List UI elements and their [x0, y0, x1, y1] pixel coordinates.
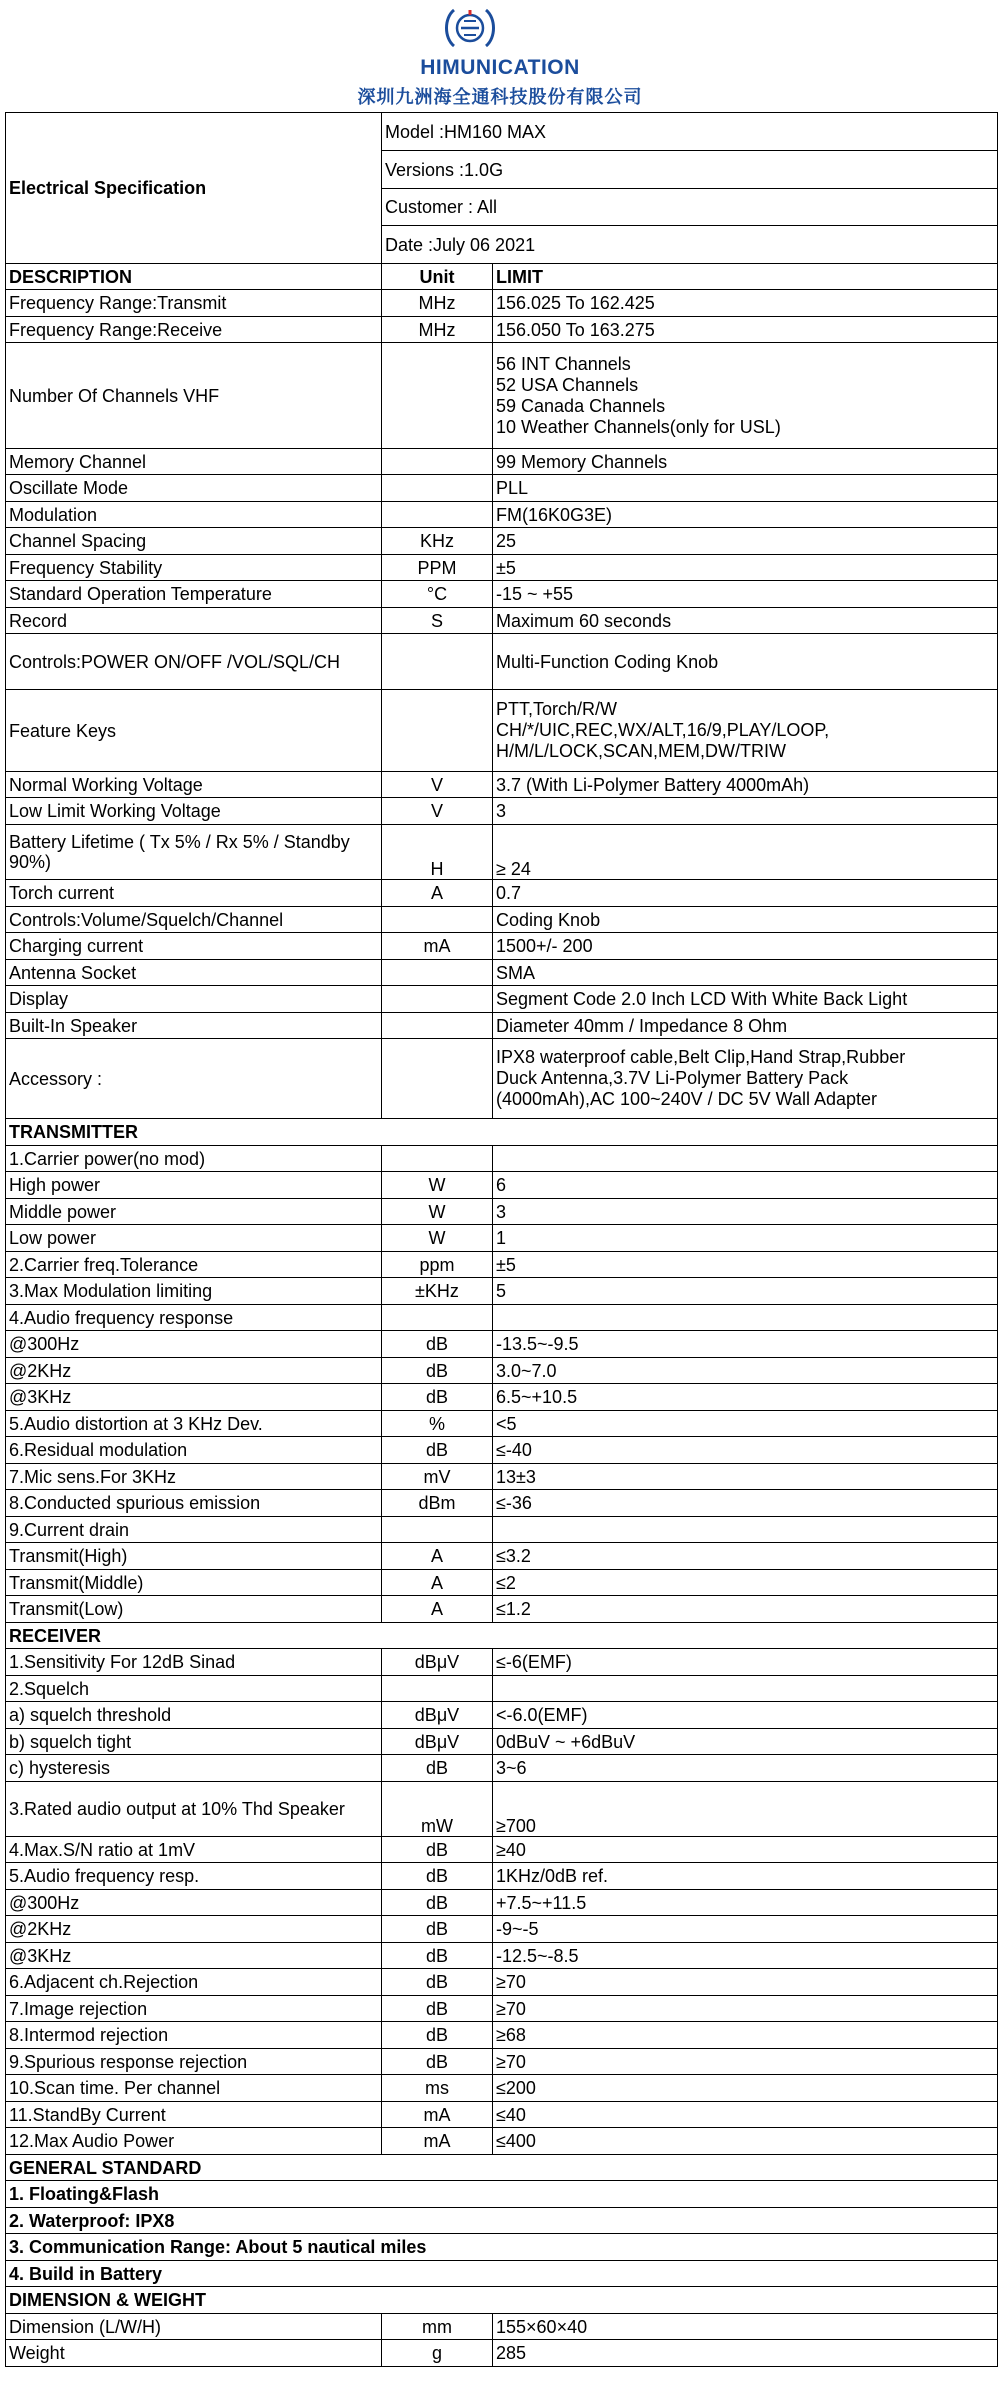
- limit-cell: [493, 1039, 998, 1119]
- versions-field: Versions :1.0G: [382, 151, 998, 189]
- unit-cell: dBμV: [382, 1649, 493, 1676]
- description-cell: Charging current: [6, 933, 382, 960]
- unit-cell: [382, 343, 493, 449]
- table-row: [6, 1702, 998, 1729]
- section-row: [6, 1623, 998, 1649]
- limit-cell: ≤1.2: [493, 1596, 998, 1623]
- description-cell: Weight: [6, 2340, 382, 2367]
- description-cell: Low power: [6, 1225, 382, 1252]
- unit-cell: dBm: [382, 1490, 493, 1517]
- limit-cell: ≤-6(EMF): [493, 1649, 998, 1676]
- limit-cell: -12.5~-8.5: [493, 1943, 998, 1969]
- section-row: [6, 2287, 998, 2314]
- limit-cell: 156.050 To 163.275: [493, 317, 998, 343]
- description-cell: Transmit(Middle): [6, 1570, 382, 1596]
- description-cell: @3KHz: [6, 1384, 382, 1411]
- limit-cell: 0dBuV ~ +6dBuV: [493, 1729, 998, 1755]
- document-title: Electrical Specification: [6, 113, 382, 264]
- unit-cell: ppm: [382, 1252, 493, 1278]
- table-row: [6, 2314, 998, 2340]
- description-cell: c) hysteresis: [6, 1755, 382, 1782]
- section-row: [6, 2234, 998, 2261]
- unit-cell: ±KHz: [382, 1278, 493, 1305]
- table-row: [6, 1837, 998, 1863]
- table-row: [6, 1411, 998, 1437]
- limit-cell: Segment Code 2.0 Inch LCD With White Back Light: [493, 986, 998, 1013]
- table-row: [6, 475, 998, 502]
- limit-line: 59 Canada Channels: [496, 395, 666, 416]
- description-cell: Transmit(High): [6, 1543, 382, 1570]
- unit-cell: dB: [382, 1890, 493, 1916]
- table-row: [6, 528, 998, 555]
- table-row: [6, 1490, 998, 1517]
- unit-cell: dB: [382, 1916, 493, 1943]
- unit-cell: [382, 1039, 493, 1119]
- description-cell: Accessory :: [6, 1039, 382, 1119]
- limit-cell: Multi-Function Coding Knob: [493, 634, 998, 690]
- table-row: [6, 907, 998, 933]
- unit-cell: PPM: [382, 555, 493, 581]
- unit-cell: A: [382, 1570, 493, 1596]
- unit-cell: [382, 960, 493, 986]
- limit-cell: ≤40: [493, 2102, 998, 2128]
- unit-cell: MHz: [382, 317, 493, 343]
- unit-cell: [382, 1146, 493, 1172]
- table-row: [6, 1437, 998, 1464]
- section-heading: 3. Communication Range: About 5 nautical miles: [6, 2234, 998, 2261]
- table-row: [6, 1570, 998, 1596]
- limit-cell: SMA: [493, 960, 998, 986]
- limit-line: 52 USA Channels: [496, 374, 639, 395]
- description-cell: Built-In Speaker: [6, 1013, 382, 1039]
- unit-cell: A: [382, 1596, 493, 1623]
- limit-cell: 25: [493, 528, 998, 555]
- unit-cell: dB: [382, 2049, 493, 2075]
- unit-cell: dB: [382, 1996, 493, 2022]
- limit-cell: ±5: [493, 1252, 998, 1278]
- unit-cell: [382, 690, 493, 772]
- table-row: [6, 1729, 998, 1755]
- limit-cell: 3.0~7.0: [493, 1358, 998, 1384]
- table-row: [6, 555, 998, 581]
- limit-line: Duck Antenna,3.7V Li-Polymer Battery Pack: [496, 1068, 849, 1088]
- description-cell: High power: [6, 1172, 382, 1199]
- description-cell: @3KHz: [6, 1943, 382, 1969]
- unit-cell: [382, 907, 493, 933]
- unit-cell: S: [382, 608, 493, 634]
- table-row: [6, 1331, 998, 1358]
- unit-cell: mV: [382, 1464, 493, 1490]
- model-field: Model :HM160 MAX: [382, 113, 998, 151]
- description-cell: Middle power: [6, 1199, 382, 1225]
- unit-cell: dB: [382, 1384, 493, 1411]
- table-row: [6, 2049, 998, 2075]
- description-cell: b) squelch tight: [6, 1729, 382, 1755]
- section-heading: 4. Build in Battery: [6, 2261, 998, 2287]
- table-row: [6, 1890, 998, 1916]
- unit-cell: dBμV: [382, 1702, 493, 1729]
- description-cell: 12.Max Audio Power: [6, 2128, 382, 2155]
- limit-cell: ≥70: [493, 1969, 998, 1996]
- description-cell: 6.Residual modulation: [6, 1437, 382, 1464]
- description-cell: @2KHz: [6, 1358, 382, 1384]
- limit-cell: ≥68: [493, 2022, 998, 2049]
- description-cell: 4.Audio frequency response: [6, 1305, 382, 1331]
- limit-cell: Coding Knob: [493, 907, 998, 933]
- table-row: [6, 1384, 998, 1411]
- table-row: [6, 1358, 998, 1384]
- description-cell: Display: [6, 986, 382, 1013]
- description-cell: Number Of Channels VHF: [6, 343, 382, 449]
- unit-cell: MHz: [382, 290, 493, 317]
- limit-cell: [493, 343, 998, 449]
- section-row: [6, 2155, 998, 2181]
- unit-cell: [382, 502, 493, 528]
- limit-cell: <5: [493, 1411, 998, 1437]
- limit-cell: [493, 1676, 998, 1702]
- description-cell: Frequency Range:Transmit: [6, 290, 382, 317]
- table-row: [6, 634, 998, 690]
- table-row: [6, 690, 998, 772]
- unit-cell: mA: [382, 933, 493, 960]
- description-cell: 3.Max Modulation limiting: [6, 1278, 382, 1305]
- table-row: [6, 1305, 998, 1331]
- limit-cell: FM(16K0G3E): [493, 502, 998, 528]
- table-row: [6, 449, 998, 475]
- unit-cell: dB: [382, 1969, 493, 1996]
- table-row: [6, 2128, 998, 2155]
- description-cell: 5.Audio frequency resp.: [6, 1863, 382, 1890]
- column-header-unit: Unit: [382, 264, 493, 290]
- unit-cell: dB: [382, 1755, 493, 1782]
- section-row: [6, 1119, 998, 1146]
- section-heading: DIMENSION & WEIGHT: [6, 2287, 998, 2314]
- limit-line: CH/*/UIC,REC,WX/ALT,16/9,PLAY/LOOP,: [496, 720, 830, 740]
- table-row: [6, 1755, 998, 1782]
- section-heading: 2. Waterproof: IPX8: [6, 2208, 998, 2234]
- limit-cell: 3: [493, 1199, 998, 1225]
- limit-cell: [493, 690, 998, 772]
- table-row: [6, 1916, 998, 1943]
- description-cell: Battery Lifetime ( Tx 5% / Rx 5% / Standby 90%): [6, 825, 382, 880]
- limit-cell: -9~-5: [493, 1916, 998, 1943]
- brand-name-chinese: 深圳九洲海全通科技股份有限公司: [357, 87, 643, 107]
- table-row: [6, 772, 998, 798]
- limit-cell: <-6.0(EMF): [493, 1702, 998, 1729]
- section-row: [6, 2181, 998, 2208]
- description-cell: @300Hz: [6, 1331, 382, 1358]
- unit-cell: [382, 1517, 493, 1543]
- table-row: [6, 608, 998, 634]
- unit-cell: g: [382, 2340, 493, 2367]
- table-row: [6, 1039, 998, 1119]
- table-row: [6, 1199, 998, 1225]
- unit-cell: dB: [382, 1437, 493, 1464]
- table-row: [6, 1278, 998, 1305]
- unit-cell: dB: [382, 1943, 493, 1969]
- unit-cell: mA: [382, 2102, 493, 2128]
- date-field: Date :July 06 2021: [382, 226, 998, 264]
- unit-cell: dB: [382, 1331, 493, 1358]
- column-header-limit: LIMIT: [493, 264, 998, 290]
- limit-cell: ≤2: [493, 1570, 998, 1596]
- unit-cell: W: [382, 1225, 493, 1252]
- description-cell: Torch current: [6, 880, 382, 907]
- table-row: [6, 986, 998, 1013]
- section-row: [6, 2208, 998, 2234]
- table-row: [6, 1146, 998, 1172]
- customer-field: Customer : All: [382, 189, 998, 226]
- unit-cell: H: [382, 825, 493, 880]
- limit-cell: 6: [493, 1172, 998, 1199]
- limit-cell: ±5: [493, 555, 998, 581]
- description-cell: Transmit(Low): [6, 1596, 382, 1623]
- description-cell: 1.Carrier power(no mod): [6, 1146, 382, 1172]
- table-row: [6, 1782, 998, 1837]
- description-cell: Dimension (L/W/H): [6, 2314, 382, 2340]
- unit-cell: %: [382, 1411, 493, 1437]
- limit-cell: 3: [493, 798, 998, 825]
- table-row: [6, 1943, 998, 1969]
- unit-cell: A: [382, 1543, 493, 1570]
- table-row: [6, 2340, 998, 2367]
- unit-cell: W: [382, 1199, 493, 1225]
- description-cell: 1.Sensitivity For 12dB Sinad: [6, 1649, 382, 1676]
- limit-cell: ≤200: [493, 2075, 998, 2102]
- description-cell: Standard Operation Temperature: [6, 581, 382, 608]
- description-cell: Low Limit Working Voltage: [6, 798, 382, 825]
- unit-cell: [382, 475, 493, 502]
- table-row: [6, 933, 998, 960]
- description-cell: 5.Audio distortion at 3 KHz Dev.: [6, 1411, 382, 1437]
- description-cell: 7.Mic sens.For 3KHz: [6, 1464, 382, 1490]
- table-row: [6, 1225, 998, 1252]
- description-cell: a) squelch threshold: [6, 1702, 382, 1729]
- unit-cell: V: [382, 772, 493, 798]
- unit-cell: [382, 1676, 493, 1702]
- table-row: [6, 317, 998, 343]
- description-cell: Modulation: [6, 502, 382, 528]
- table-row: [6, 343, 998, 449]
- unit-cell: dB: [382, 1863, 493, 1890]
- table-row: [6, 581, 998, 608]
- unit-cell: A: [382, 880, 493, 907]
- limit-line: IPX8 waterproof cable,Belt Clip,Hand Strap,Rubber: [496, 1047, 906, 1067]
- description-cell: 9.Current drain: [6, 1517, 382, 1543]
- description-cell: Oscillate Mode: [6, 475, 382, 502]
- limit-cell: [493, 1517, 998, 1543]
- limit-cell: -13.5~-9.5: [493, 1331, 998, 1358]
- limit-cell: [493, 1146, 998, 1172]
- unit-cell: dB: [382, 2022, 493, 2049]
- section-heading: GENERAL STANDARD: [6, 2155, 998, 2181]
- section-heading: RECEIVER: [6, 1623, 998, 1649]
- description-cell: Controls:Volume/Squelch/Channel: [6, 907, 382, 933]
- description-cell: 8.Intermod rejection: [6, 2022, 382, 2049]
- limit-cell: 13±3: [493, 1464, 998, 1490]
- description-cell: 10.Scan time. Per channel: [6, 2075, 382, 2102]
- table-row: [6, 1969, 998, 1996]
- description-cell: Frequency Range:Receive: [6, 317, 382, 343]
- limit-cell: 1: [493, 1225, 998, 1252]
- table-row: [6, 1252, 998, 1278]
- limit-cell: 5: [493, 1278, 998, 1305]
- section-row: [6, 2261, 998, 2287]
- limit-cell: PLL: [493, 475, 998, 502]
- unit-cell: mm: [382, 2314, 493, 2340]
- limit-cell: 1KHz/0dB ref.: [493, 1863, 998, 1890]
- table-row: [6, 1676, 998, 1702]
- limit-cell: ≤400: [493, 2128, 998, 2155]
- table-row: [6, 798, 998, 825]
- table-row: [6, 2075, 998, 2102]
- description-cell: Antenna Socket: [6, 960, 382, 986]
- table-row: [6, 1996, 998, 2022]
- limit-cell: ≥70: [493, 2049, 998, 2075]
- unit-cell: dBμV: [382, 1729, 493, 1755]
- limit-cell: 3.7 (With Li-Polymer Battery 4000mAh): [493, 772, 998, 798]
- unit-cell: KHz: [382, 528, 493, 555]
- limit-line: 10 Weather Channels(only for USL): [496, 416, 781, 437]
- company-logo-icon: [440, 6, 500, 50]
- description-cell: 11.StandBy Current: [6, 2102, 382, 2128]
- unit-cell: [382, 634, 493, 690]
- limit-cell: ≥700: [493, 1782, 998, 1837]
- limit-line: (4000mAh),AC 100~240V / DC 5V Wall Adapter: [496, 1089, 878, 1109]
- unit-cell: ms: [382, 2075, 493, 2102]
- table-row: [6, 960, 998, 986]
- section-heading: TRANSMITTER: [6, 1119, 998, 1146]
- table-row: [6, 502, 998, 528]
- description-cell: 3.Rated audio output at 10% Thd Speaker: [6, 1782, 382, 1837]
- unit-cell: dB: [382, 1837, 493, 1863]
- table-row: [6, 290, 998, 317]
- description-cell: 8.Conducted spurious emission: [6, 1490, 382, 1517]
- limit-cell: 3~6: [493, 1755, 998, 1782]
- limit-cell: -15 ~ +55: [493, 581, 998, 608]
- description-cell: 2.Squelch: [6, 1676, 382, 1702]
- brand-name-english: HIMUNICATION: [420, 56, 580, 79]
- description-cell: Controls:POWER ON/OFF /VOL/SQL/CH: [6, 634, 382, 690]
- description-cell: Memory Channel: [6, 449, 382, 475]
- limit-line: PTT,Torch/R/W: [496, 699, 618, 719]
- limit-cell: 155×60×40: [493, 2314, 998, 2340]
- unit-cell: [382, 1305, 493, 1331]
- table-row: [6, 2102, 998, 2128]
- table-row: [6, 1517, 998, 1543]
- description-cell: Record: [6, 608, 382, 634]
- table-row: [6, 825, 998, 880]
- table-row: [6, 880, 998, 907]
- table-row: [6, 1649, 998, 1676]
- limit-cell: ≤3.2: [493, 1543, 998, 1570]
- table-row: [6, 1543, 998, 1570]
- limit-line: 56 INT Channels: [496, 353, 631, 374]
- limit-cell: ≥40: [493, 1837, 998, 1863]
- limit-cell: 0.7: [493, 880, 998, 907]
- section-heading: 1. Floating&Flash: [6, 2181, 998, 2208]
- description-cell: Normal Working Voltage: [6, 772, 382, 798]
- description-cell: 6.Adjacent ch.Rejection: [6, 1969, 382, 1996]
- description-cell: 4.Max.S/N ratio at 1mV: [6, 1837, 382, 1863]
- unit-cell: [382, 449, 493, 475]
- unit-cell: W: [382, 1172, 493, 1199]
- description-cell: 9.Spurious response rejection: [6, 2049, 382, 2075]
- unit-cell: mW: [382, 1782, 493, 1837]
- description-cell: 7.Image rejection: [6, 1996, 382, 2022]
- table-row: [6, 1013, 998, 1039]
- limit-cell: ≤-40: [493, 1437, 998, 1464]
- unit-cell: [382, 1013, 493, 1039]
- table-row: [6, 1464, 998, 1490]
- limit-cell: ≥70: [493, 1996, 998, 2022]
- description-cell: Channel Spacing: [6, 528, 382, 555]
- limit-cell: 285: [493, 2340, 998, 2367]
- table-row: [6, 1172, 998, 1199]
- document-header: [0, 0, 1000, 108]
- limit-cell: 6.5~+10.5: [493, 1384, 998, 1411]
- description-cell: @300Hz: [6, 1890, 382, 1916]
- description-cell: Feature Keys: [6, 690, 382, 772]
- limit-cell: 156.025 To 162.425: [493, 290, 998, 317]
- limit-cell: Diameter 40mm / Impedance 8 Ohm: [493, 1013, 998, 1039]
- unit-cell: dB: [382, 1358, 493, 1384]
- limit-cell: ≥ 24: [493, 825, 998, 880]
- description-cell: 2.Carrier freq.Tolerance: [6, 1252, 382, 1278]
- spec-table: [5, 112, 998, 2367]
- description-cell: @2KHz: [6, 1916, 382, 1943]
- limit-cell: ≤-36: [493, 1490, 998, 1517]
- unit-cell: mA: [382, 2128, 493, 2155]
- limit-cell: 99 Memory Channels: [493, 449, 998, 475]
- unit-cell: V: [382, 798, 493, 825]
- table-row: [6, 2022, 998, 2049]
- unit-cell: °C: [382, 581, 493, 608]
- limit-cell: +7.5~+11.5: [493, 1890, 998, 1916]
- limit-cell: Maximum 60 seconds: [493, 608, 998, 634]
- unit-cell: [382, 986, 493, 1013]
- table-row: [6, 1863, 998, 1890]
- table-row: [6, 1596, 998, 1623]
- limit-cell: 1500+/- 200: [493, 933, 998, 960]
- limit-cell: [493, 1305, 998, 1331]
- limit-line: H/M/L/LOCK,SCAN,MEM,DW/TRIW: [496, 741, 787, 761]
- column-header-description: DESCRIPTION: [6, 264, 382, 290]
- description-cell: Frequency Stability: [6, 555, 382, 581]
